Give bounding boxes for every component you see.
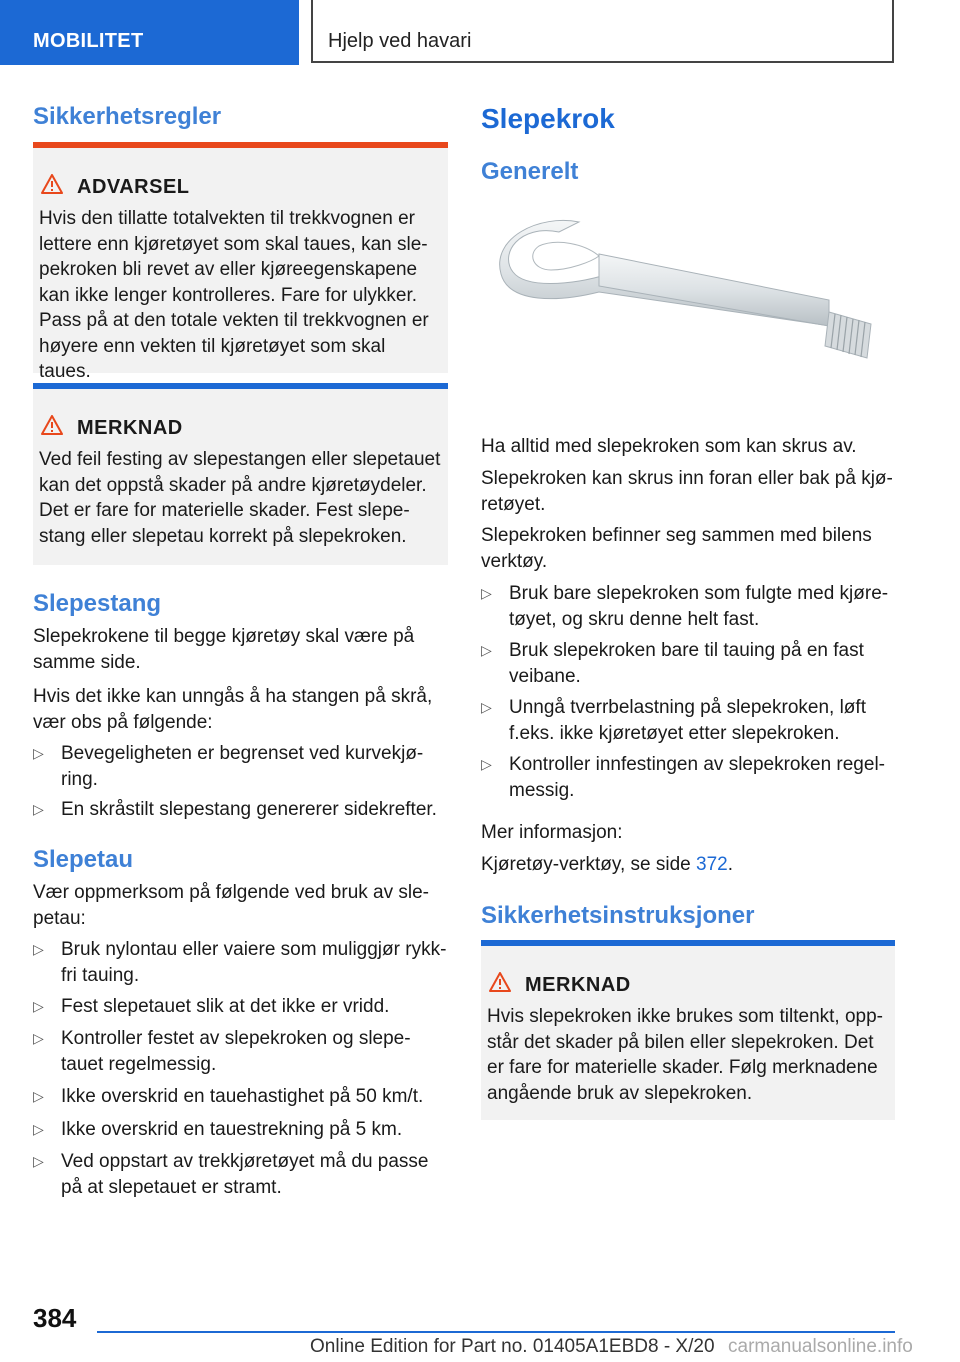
towing-hook-heading: Slepekrok: [481, 103, 615, 134]
note-text: Ved feil festing av slepestangen eller slepetauet kan det oppstå skader på andre kjøretøydeler. Det er fare for materielle skader. Fest slepe-stang eller slepetau korrekt på slepekroken.: [39, 449, 441, 547]
note-box: [481, 940, 895, 1120]
triangle-bullet-icon: ▷: [481, 585, 492, 601]
towbar-paragraph-1: Slepekrokene til begge kjøretøy skal være på samme side.: [33, 626, 415, 673]
triangle-bullet-icon: ▷: [33, 1153, 44, 1169]
safety-instructions-heading: Sikkerhetsinstruksjoner: [481, 902, 755, 929]
general-heading: Generelt: [481, 158, 579, 185]
safety-rules-heading: Sikkerhetsregler: [33, 103, 222, 130]
triangle-bullet-icon: ▷: [33, 998, 44, 1014]
caution-triangle-icon: [489, 972, 511, 992]
general-paragraph-1: Ha alltid med slepekroken som kan skrus av.: [481, 436, 857, 457]
triangle-bullet-icon: ▷: [481, 642, 492, 658]
triangle-bullet-icon: ▷: [33, 801, 44, 817]
list-item: ▷ Bruk bare slepekroken som fulgte med kjøre-tøyet, og skru denne helt fast.: [481, 583, 889, 630]
list-item: ▷ Fest slepetauet slik at det ikke er vridd.: [33, 994, 448, 1020]
list-item: ▷ Kontroller festet av slepekroken og slepe-tauet regelmessig.: [33, 1028, 411, 1075]
more-info-label: Mer informasjon:: [481, 822, 623, 843]
warning-text: Hvis den tillatte totalvekten til trekkvognen er lettere enn kjøretøyet som skal taues, kan sle-pekroken bli revet av eller kjøreegenskapene kan ikke lenger kontrolleres. Fare for ulykker. Pass på at den totale vekten til trekkvognen er høyere enn vekten til kjøretøyet som skal taues.: [39, 208, 429, 382]
towrope-paragraph: Vær oppmerksom på følgende ved bruk av sle-petau:: [33, 882, 430, 929]
cross-reference: Kjøretøy-verktøy, se side 372.: [481, 854, 733, 875]
list-item: ▷ Ikke overskrid en tauestrekning på 5 km.: [33, 1117, 448, 1143]
triangle-bullet-icon: ▷: [33, 1121, 44, 1137]
general-paragraph-3: Slepekroken befinner seg sammen med bilens verktøy.: [481, 525, 872, 572]
warning-title: ADVARSEL: [77, 176, 190, 198]
note-box: [33, 383, 448, 565]
list-item: ▷ En skråstilt slepestang genererer sidekrefter.: [33, 797, 448, 823]
list-item: ▷ Bruk nylontau eller vaiere som muliggjør rykk-fri tauing.: [33, 939, 447, 986]
section-tab: [0, 0, 299, 65]
page-number: 384: [33, 1303, 77, 1333]
triangle-bullet-icon: ▷: [33, 941, 44, 957]
section-title: MOBILITET: [33, 30, 144, 52]
chapter-title: Hjelp ved havari: [328, 30, 472, 52]
list-item: ▷ Unngå tverrbelastning på slepekroken, løft f.eks. ikke kjøretøyet etter slepekroken.: [481, 697, 866, 744]
list-item: ▷ Kontroller innfestingen av slepekroken regel-messig.: [481, 754, 885, 801]
edition-text: Online Edition for Part no. 01405A1EBD8 - X/20: [310, 1336, 715, 1357]
towrope-heading: Slepetau: [33, 846, 134, 873]
triangle-bullet-icon: ▷: [481, 699, 492, 715]
list-item: ▷ Ikke overskrid en tauehastighet på 50 km/t.: [33, 1084, 448, 1110]
triangle-bullet-icon: ▷: [33, 745, 44, 761]
watermark: carmanualsonline.info: [728, 1336, 913, 1357]
caution-triangle-icon: [41, 415, 63, 435]
note-text: Hvis slepekroken ikke brukes som tiltenkt, opp-står det skader på bilen eller slepekroken. Det er fare for materielle skader. Følg merknadene angående bruk av slepekroken.: [487, 1006, 883, 1104]
page-link[interactable]: 372: [696, 854, 728, 875]
footer-divider: [97, 1331, 895, 1333]
triangle-bullet-icon: ▷: [33, 1030, 44, 1046]
triangle-bullet-icon: ▷: [481, 756, 492, 772]
note-title: MERKNAD: [525, 974, 631, 996]
list-item: ▷ Bevegeligheten er begrenset ved kurvekjø-ring.: [33, 743, 424, 790]
warning-triangle-icon: [41, 174, 63, 194]
general-paragraph-2: Slepekroken kan skrus inn foran eller bak på kjø-retøyet.: [481, 468, 893, 515]
note-title: MERKNAD: [77, 417, 183, 439]
towing-hook-illustration: [499, 214, 899, 374]
list-item: ▷ Ved oppstart av trekkjøretøyet må du passe på at slepetauet er stramt.: [33, 1151, 429, 1198]
chapter-tab: [311, 0, 894, 63]
triangle-bullet-icon: ▷: [33, 1088, 44, 1104]
towbar-heading: Slepestang: [33, 590, 162, 617]
list-item: ▷ Bruk slepekroken bare til tauing på en fast veibane.: [481, 640, 864, 687]
towbar-paragraph-2: Hvis det ikke kan unngås å ha stangen på skrå, vær obs på følgende:: [33, 686, 433, 733]
warning-box: [33, 142, 448, 382]
